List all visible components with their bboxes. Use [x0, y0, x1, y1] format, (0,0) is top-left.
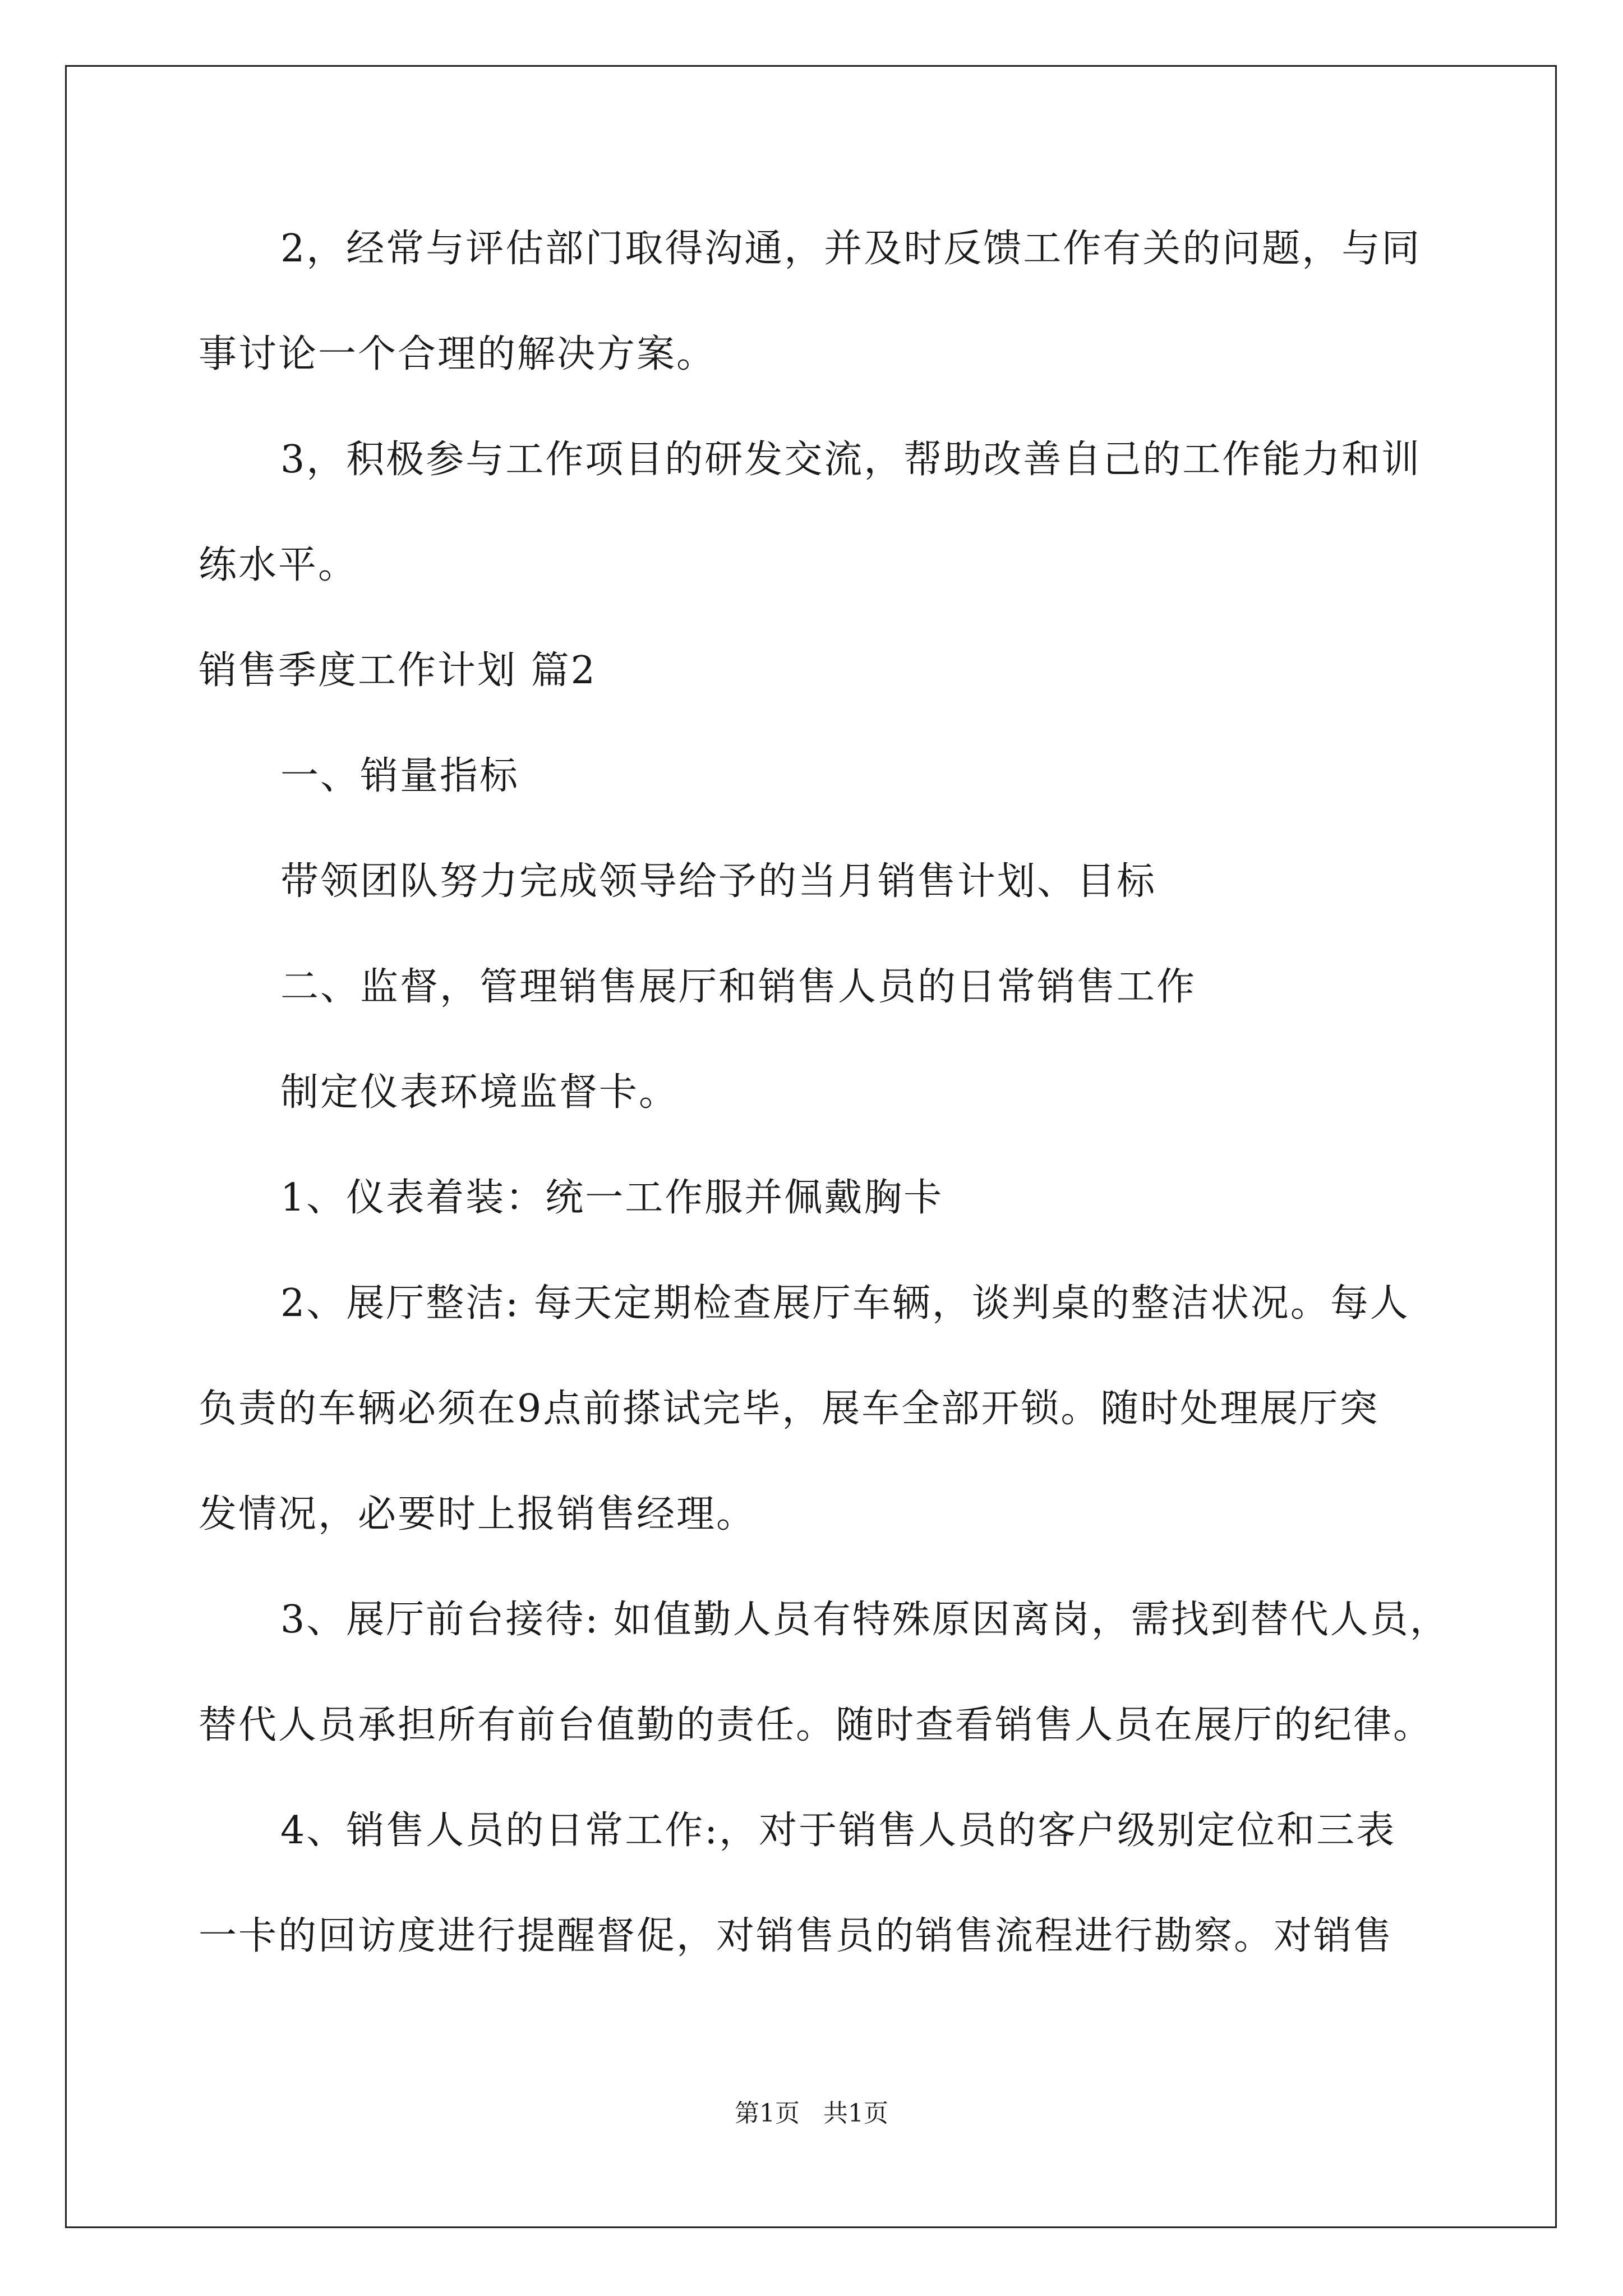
paragraph-line: 3，积极参与工作项目的研发交流，帮助改善自己的工作能力和训 [280, 438, 1422, 482]
paragraph-line: 负责的车辆必须在9点前搽试完毕，展车全部开锁。随时处理展厅突 [199, 1387, 1380, 1431]
paragraph-line: 练水平。 [199, 543, 358, 587]
paragraph-line: 带领团队努力完成领导给予的当月销售计划、目标 [280, 859, 1157, 904]
paragraph-line: 2、展厅整洁: 每天定期检查展厅车辆，谈判桌的整洁状况。每人 [280, 1281, 1410, 1326]
paragraph-line: 1、仪表着装：统一工作服并佩戴胸卡 [280, 1176, 944, 1220]
paragraph-line: 替代人员承担所有前台值勤的责任。随时查看销售人员在展厅的纪律。 [199, 1703, 1433, 1747]
section-heading: 销售季度工作计划 篇2 [199, 648, 597, 693]
subheading: 一、销量指标 [280, 754, 520, 798]
paragraph-line: 一卡的回访度进行提醒督促，对销售员的销售流程进行勘察。对销售 [199, 1914, 1394, 1958]
paragraph-line: 2，经常与评估部门取得沟通，并及时反馈工作有关的问题，与同 [280, 227, 1422, 271]
subheading: 二、监督，管理销售展厅和销售人员的日常销售工作 [280, 965, 1197, 1009]
paragraph-line: 4、销售人员的日常工作:，对于销售人员的客户级别定位和三表 [280, 1809, 1396, 1853]
paragraph-line: 事讨论一个合理的解决方案。 [199, 332, 717, 376]
paragraph-line: 制定仪表环境监督卡。 [280, 1070, 679, 1115]
page-footer: 第1页 共1页 [735, 2099, 888, 2128]
paragraph-line: 发情况，必要时上报销售经理。 [199, 1492, 757, 1536]
paragraph-line: 3、展厅前台接待: 如值勤人员有特殊原因离岗，需找到替代人员， [280, 1598, 1450, 1642]
page-border [65, 65, 1557, 2228]
